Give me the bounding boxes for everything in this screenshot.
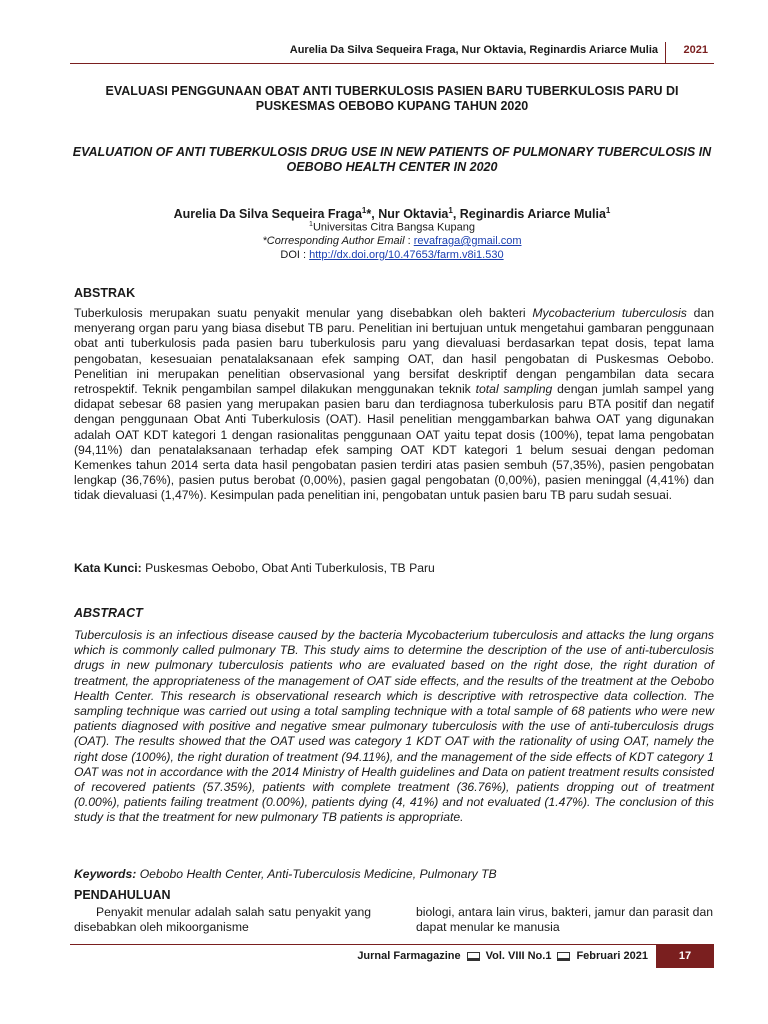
pendahuluan-heading: PENDAHULUAN [74, 888, 171, 902]
footer-date: Februari 2021 [576, 950, 648, 962]
kata-kunci-label: Kata Kunci: [74, 561, 142, 575]
keywords [74, 867, 497, 881]
laptop-icon [557, 952, 570, 961]
page-number: 17 [656, 944, 714, 968]
footer-journal: Jurnal Farmagazine [357, 950, 461, 962]
affiliation [70, 221, 714, 234]
abstract-body: Tuberculosis is an infectious disease caused by the bacteria Mycobacterium tuberculosis and attacks the lung organs which is commonly called pulmonary TB. This study aims to determine the description of the use of anti-tuberculosis drugs in new pulmonary tuberculosis patients who are evaluated based on the right dose, the right duration of treatment, the appropriateness of the management of OAT side effects, and the results of the treatment at the Oebobo Health Center. This research is observational research which is descriptive with retrospective data collection. The sampling technique was carried out using a total sampling technique with a total sample of 68 patients who were new patients diagnosed with positive and negative smear pulmonary tuberculosis with the use of anti-tuberculosis drugs (OAT). The results showed that the OAT used was category 1 KDT OAT with the rationality of using OAT, namely the right dose (100%), the right duration of treatment (94.11%), and the management of the side effects of KDT category 1 OAT was not in accordance with the 2014 Ministry of Health guidelines and Data on patient treatment results consisted of recovered patients (57.35%), patients with complete treatment (36.76%), patients dropping out of treatment (0.00%), patients failing treatment (0.00%), patients dying (4, 41%) and not evaluated (1.47%). The conclusion of this study is that the treatment for new pulmonary TB patients is appropriate. [74, 628, 714, 825]
footer-volume: Vol. VIII No.1 [485, 950, 552, 962]
corresponding-sep: : [404, 235, 414, 247]
running-footer [70, 944, 714, 968]
abstrak-heading: ABSTRAK [74, 286, 136, 300]
author-3: Reginardis Ariarce Mulia [459, 207, 606, 222]
corresponding-label: *Corresponding Author Email [262, 235, 405, 247]
doi-link[interactable]: http://dx.doi.org/10.47653/farm.v8i1.530 [309, 249, 504, 261]
author-2: Nur Oktavia [378, 207, 449, 222]
affiliation-text: Universitas Citra Bangsa Kupang [312, 221, 475, 234]
keywords-label: Keywords: [74, 867, 137, 881]
abstrak-text-1: Tuberkulosis merupakan suatu penyakit menular yang disebabkan oleh bakteri [74, 306, 533, 320]
header-divider [665, 42, 666, 64]
author-3-sup: 1 [605, 206, 611, 215]
author-2-sup: 1 [448, 206, 453, 215]
pendahuluan-col-right: biologi, antara lain virus, bakteri, jamur dan parasit dan dapat menular ke manusia [416, 905, 713, 935]
header-authors: Aurelia Da Silva Sequeira Fraga, Nur Oktavia, Reginardis Ariarce Mulia [289, 44, 658, 56]
corresponding-email-line [70, 235, 714, 247]
kata-kunci [74, 561, 435, 575]
doi-label: DOI : [280, 249, 310, 261]
header-rule [70, 63, 714, 64]
doi-line [70, 249, 714, 261]
abstrak-text-2: dan menyerang organ paru yang biasa disebut TB paru. Penelitian ini bertujuan untuk mengetahui gambaran penggunaan obat anti tuberkulosis pada pasien baru tuberkulosis paru yang dievaluasi berdasarkan tepat dosis, tepat lama pengobatan, kesesuaian penatalaksanaan efek samping OAT, dan hasil pengobatan di Puskesmas Oebobo. Penelitian ini merupakan penelitian observasional yang bersifat deskriptif dengan pengambilan data secara retrospektif. Teknik pengambilan sampel dilakukan menggunakan teknik [74, 306, 715, 397]
affiliation-sup: 1 [309, 221, 313, 228]
author-1-mark: * [366, 207, 372, 222]
abstrak-italic-2: total sampling [475, 382, 553, 397]
abstrak-body [74, 306, 714, 504]
running-header [70, 40, 714, 64]
kata-kunci-text: Puskesmas Oebobo, Obat Anti Tuberkulosis, TB Paru [141, 561, 435, 575]
header-year: 2021 [683, 44, 708, 56]
abstract-heading: ABSTRACT [74, 606, 143, 620]
title-english: EVALUATION OF ANTI TUBERKULOSIS DRUG USE IN NEW PATIENTS OF PULMONARY TUBERCULOSIS IN OEBOBO HEALTH CENTER IN 2020 [72, 145, 712, 174]
footer-rule [70, 944, 714, 945]
pendahuluan-col-left: Penyakit menular adalah salah satu penyakit yang disebabkan oleh mikoorganisme [74, 905, 371, 935]
abstrak-text-3: dengan jumlah sampel yang didapat sebesar 68 pasien yang merupakan pasien baru dan terdiagnosa tuberkulosis paru BTA positif dan negatif dengan penggunaan Obat Anti Tuberkulosis (OAT). Hasil penelitian menggambarkan bahwa OAT yang digunakan adalah OAT KDT kategori 1 dengan rasionalitas penggunaan OAT yaitu tepat dosis (100%), tepat lama pengobatan (94,11%) dan penatalaksanaan terhadap efek samping OAT KDT kategori 1 belum sesuai dengan pedoman Kemenkes tahun 2014 serta data hasil pengobatan pasien terdiri atas pasien sembuh (57,35%), pasien pengobatan lengkap (36,76%), pasien putus berobat (0,00%), pasien gagal pengobatan (0,00%), pasien meninggal (4,41%) dan tidak dievaluasi (1,47%). Kesimpulan pada penelitian ini, pengobatan untuk pasien baru TB paru sudah sesuai. [74, 382, 714, 503]
keywords-text: Oebobo Health Center, Anti-Tuberculosis Medicine, Pulmonary TB [136, 867, 497, 881]
author-1: Aurelia Da Silva Sequeira Fraga [173, 207, 362, 222]
title-indonesian: EVALUASI PENGGUNAAN OBAT ANTI TUBERKULOSIS PASIEN BARU TUBERKULOSIS PARU DI PUSKESMAS OEBOBO KUPANG TAHUN 2020 [105, 84, 679, 113]
author-1-sup: 1 [361, 206, 367, 215]
email-link[interactable]: revafraga@gmail.com [413, 235, 522, 247]
abstrak-italic-1: Mycobacterium tuberculosis [532, 306, 687, 320]
footer-journal-info [357, 950, 648, 962]
laptop-icon [467, 952, 480, 961]
author-line: Aurelia Da Silva Sequeira Fraga$^1$*, Nur Oktavia$^1$, Reginardis Ariarce Mulia$^1$ [173, 206, 611, 222]
